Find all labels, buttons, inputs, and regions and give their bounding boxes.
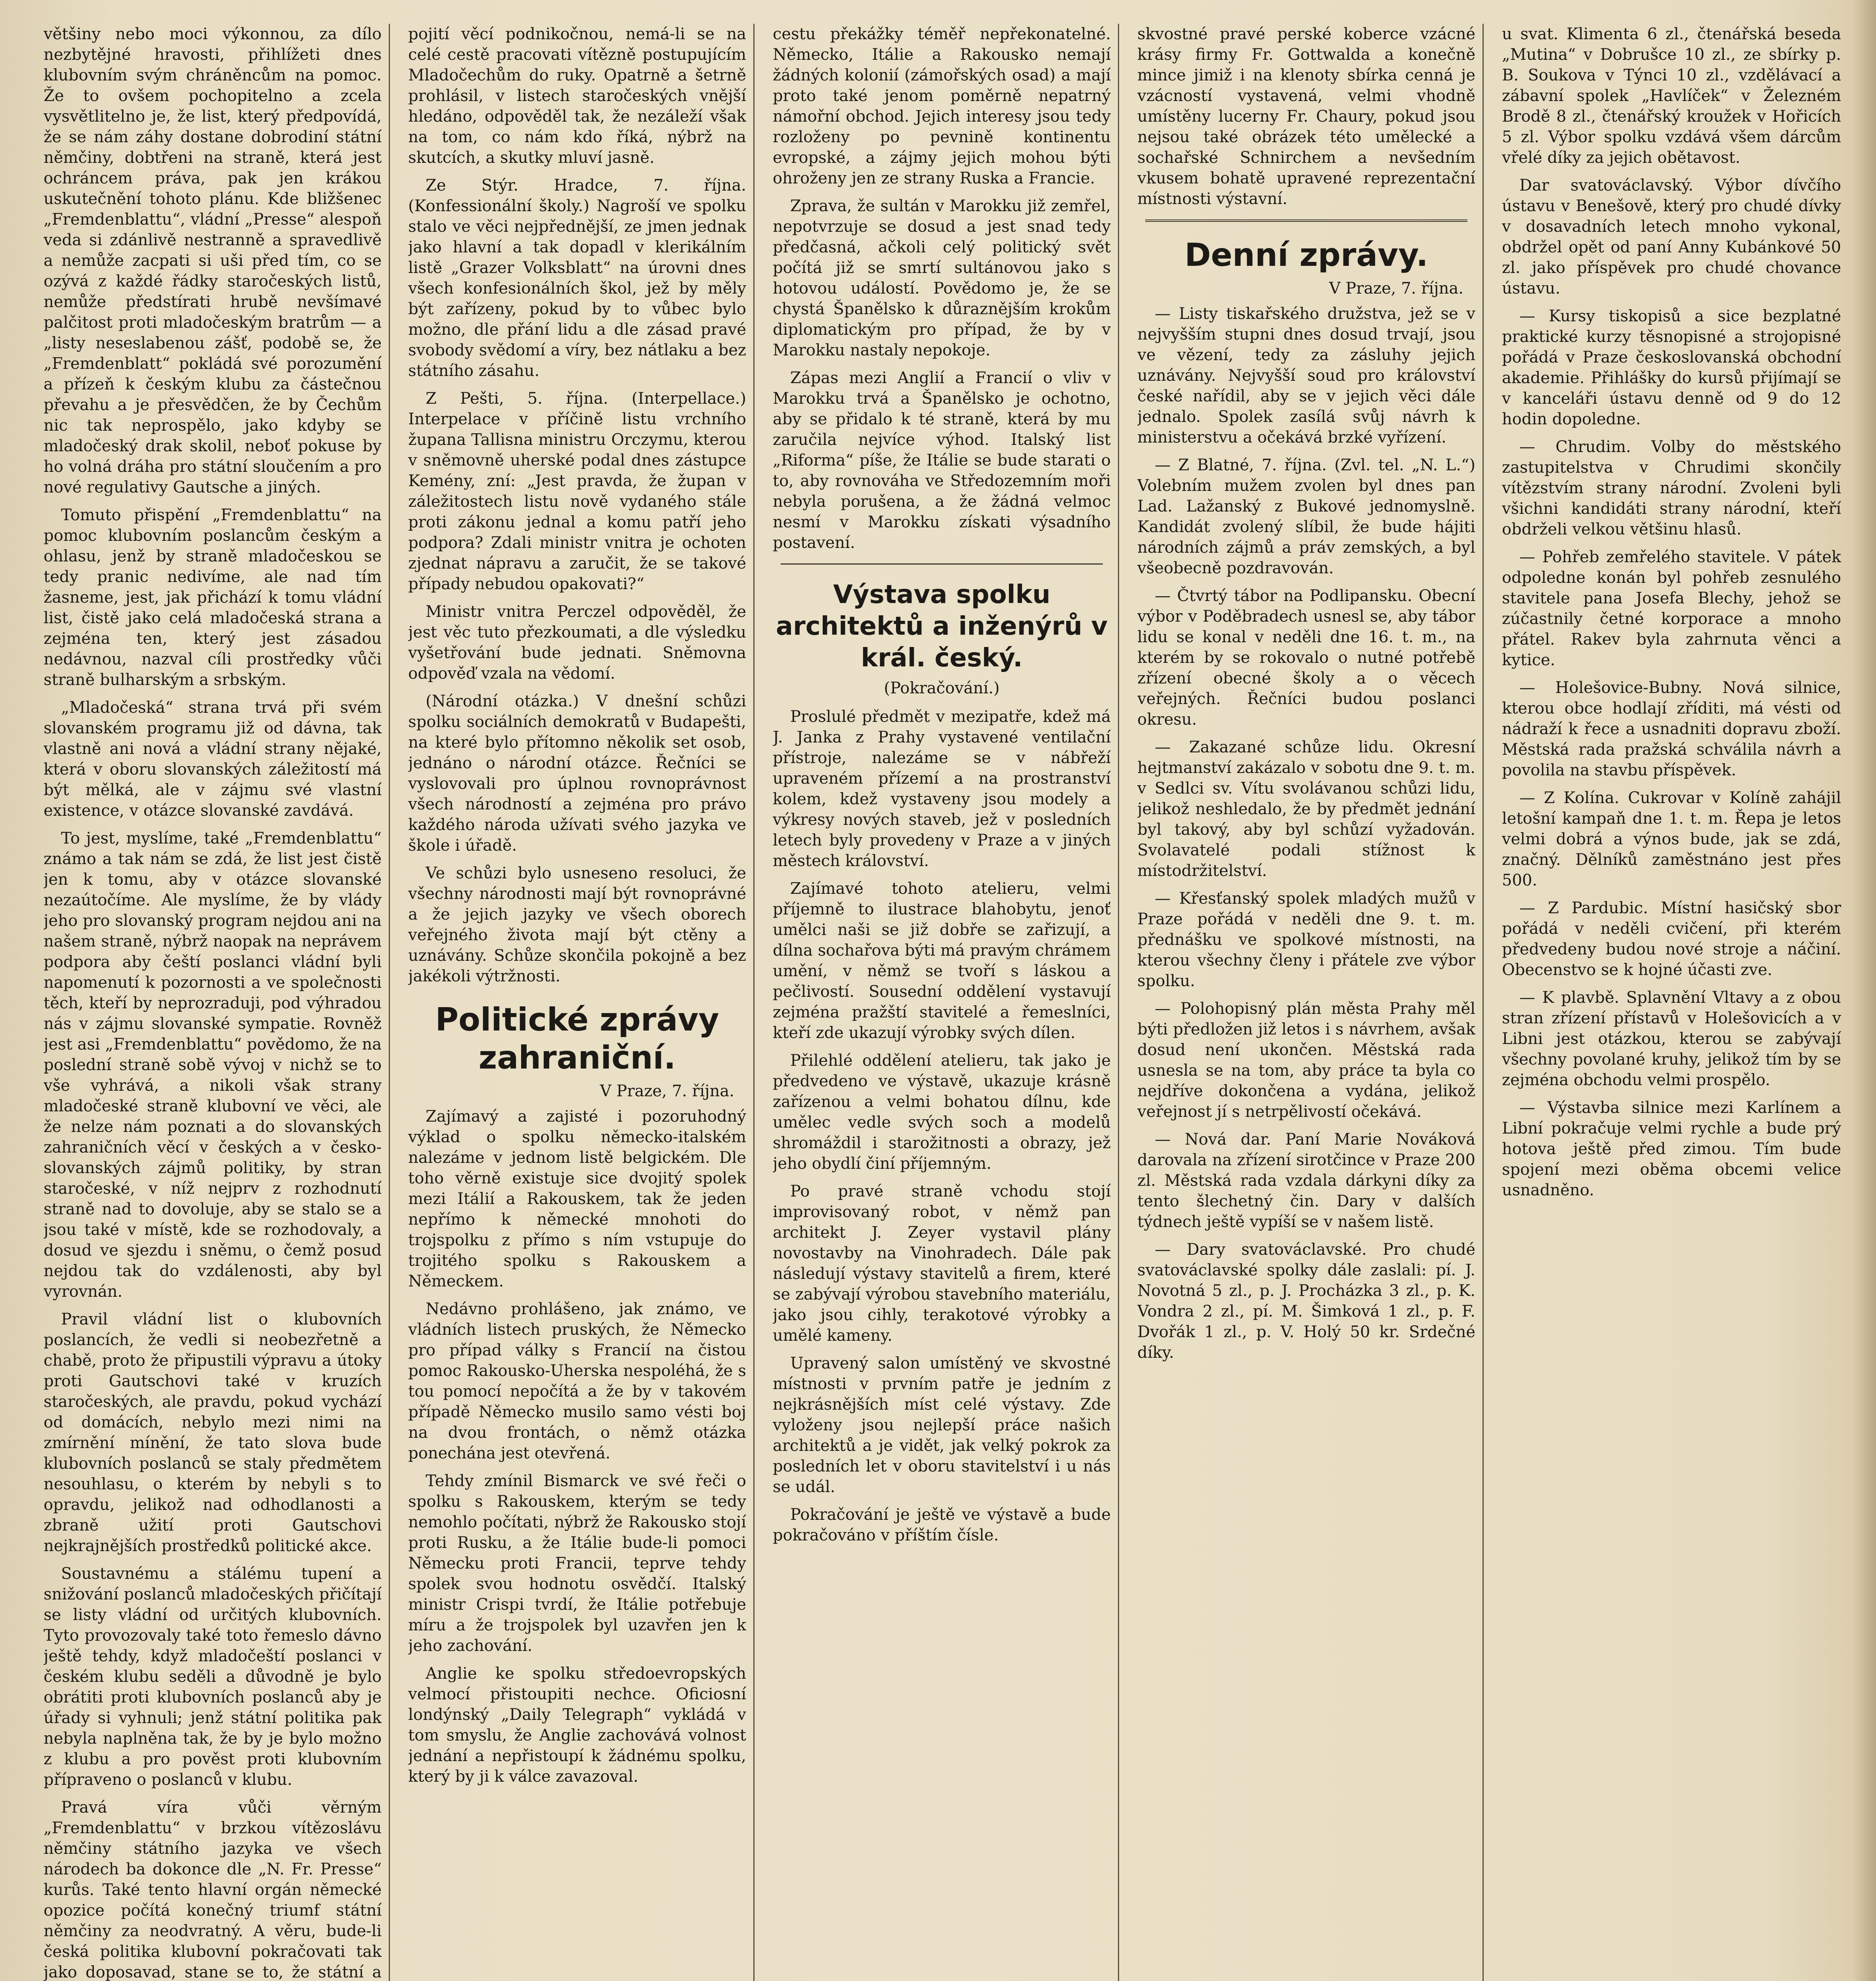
dateline: V Praze, 7. října. <box>1329 279 1463 298</box>
article-paragraph: — Polohopisný plán města Prahy měl býti předložen již letos i s návrhem, avšak dosud není ukončen. Městská rada usnesla se na tom, aby práce ta byla co nejdříve dokončena a vydána, jelikož veřejnost jí s netrpělivostí očekává. <box>1137 1000 1475 1121</box>
column-grid <box>44 24 1848 1981</box>
article-paragraph: Anglie ke spolku středoevropských velmocí přistoupiti nechce. Oficiosní londýnský „Daily Telegraph“ vykládá v tom smyslu, že Anglie zachovává volnost jednání a nepřistoupí k žádnému spolku, který by ji k válce zavazoval. <box>408 1664 746 1786</box>
article-paragraph: — Z Pardubic. Místní hasičský sbor pořádá v neděli cvičení, při kterém předvedeny budou nové stroje a náčiní. Obecenstvo se k hojné účasti zve. <box>1502 899 1841 979</box>
article-paragraph: — Nová dar. Paní Marie Nováková darovala na zřízení sirotčince v Praze 200 zl. Městská rada vzdala dárkyni díky za tento šlechetný čin. Dary v dalších týdnech ještě vypíší se v našem listě. <box>1137 1130 1475 1231</box>
article-paragraph: skvostné pravé perské koberce vzácné krásy firmy Fr. Gottwalda a konečně mince jimiž i na klenoty sbírka cenná je vzácností vystavená, velmi vhodně umístěny lucerny Fr. Chaury, pokud jsou nejsou také obrázek této umělecké a sochařské Schnirchem a nevšedním vkusem bohatě upravené reprezentační místnosti výstavní. <box>1137 25 1475 208</box>
article-paragraph: Ministr vnitra Perczel odpověděl, že jest věc tuto přezkoumati, a dle výsledku vyšetřování bude jednati. Sněmovna odpověď vzala na vědomí. <box>408 603 746 683</box>
article-paragraph: Pravá víra vůči věrným „Fremdenblattu“ v brzkou vítězoslávu němčiny státního jazyka ve všech národech ba dokonce dle „N. Fr. Presse“ kurůs. Také tento hlavní orgán německé opozice počítá konečný triumf státní němčiny za neodvratný. A věru, bude-li česká politika klubovní pokračovati tak jako doposavad, stane se to, že státní a <box>44 1798 382 1981</box>
article-paragraph: — Chrudim. Volby do městského zastupitelstva v Chrudimi skončily vítězstvím strany národní. Zvoleni byli všichni kandidáti strany národní, kteří obdrželi velkou většinu hlasů. <box>1502 438 1841 538</box>
section-heading: Politické zprávy zahraniční. <box>435 1001 719 1076</box>
article-paragraph: Nedávno prohlášeno, jak známo, ve vládních listech pruských, že Německo pro případ války s Francií na čistou pomoc Rakousko-Uherska nespoléhá, že s tou pomocí nepočítá a že by v takovém případě Německo musilo samo vésti boj na dvou frontách, o němž otázka ponechána jest otevřená. <box>408 1300 746 1462</box>
article-paragraph: Pravil vládní list o klubovních poslancích, že vedli si neobezřetně a chabě, proto že připustili výpravu a útoky proti Gautschovi také v kruzích staročeských, ale pravdu, pokud vychází od domácích, nebylo mezi nimi na zmírnění mínění, že tato slova bude klubovních poslanců se staly předmětem nesouhlasu, o kterém by nebyli s to opravdu, jelikož nad odhodlanosti a zbraně užití proti Gautschovi nejkrajnějších prostředků politické akce. <box>44 1310 382 1555</box>
article-paragraph: Po pravé straně vchodu stojí improvisovaný robot, v němž pan architekt J. Zeyer vystavil plány novostavby na Vinohradech. Dále pak následují výstavy stavitelů a firem, které se zabývají výrobou stavebního materiálu, jako jsou cihly, terakotové výrobky a umělé kameny. <box>773 1182 1111 1345</box>
article-paragraph: cestu překážky téměř nepřekonatelné. Německo, Itálie a Rakousko nemají žádných kolonií (zámořských osad) a mají proto také jenom poměrně nepatrný námořní obchod. Jejich interesy jsou tedy rozloženy po pevnině kontinentu evropské, a zájmy jejich mohou býti ohroženy jen ze strany Ruska a Francie. <box>773 25 1111 187</box>
article-paragraph: Proslulé předmět v mezipatře, kdež má J. Janka z Prahy vystavené ventilační přístroje, nalezáme se v nábřeží upraveném přízemí a na prostranství kolem, kdež vystaveny jsou modely a výkresy nových staveb, jež v posledních letech byly provedeny v Praze a v jiných městech království. <box>773 708 1111 870</box>
article-paragraph: — Křesťanský spolek mladých mužů v Praze pořádá v neděli dne 9. t. m. přednášku ve spolkové místnosti, na kterou všechny členy i přátele zve výbor spolku. <box>1137 889 1475 990</box>
article-paragraph: Zajímavý a zajisté i pozoruhodný výklad o spolku německo-italském nalezáme v jednom listě belgickém. Dle toho věrně existuje sice dvojitý spolek mezi Itálií a Rakouskem, tak že jeden nepřímo k německé mnohoti do trojspolku z přímo s ním vstupuje do trojitého spolku s Rakouskem a Německem. <box>408 1107 746 1290</box>
article-paragraph: Z Pešti, 5. října. (Interpellace.) Interpelace v příčině listu vrchního župana Tallisna ministru Orczymu, kterou v sněmovně uherské podal dnes zástupce Kemény, zní: „Jest pravda, že župan v záležitostech listu nově vydaného stále proti zákonu jednal a komu patří jeho podpora? Zdali ministr vnitra je ochoten zjednat nápravu a zaručit, že se takové případy nebudou opakovati?“ <box>408 389 746 593</box>
article-paragraph: Přilehlé oddělení atelieru, tak jako je předvedeno ve výstavě, ukazuje krásně zařízenou a velmi bohatou dílnu, kde umělec vedle svých soch a modelů shromáždil i starožitnosti a obrazy, jež jeho obydlí činí příjemným. <box>773 1052 1111 1173</box>
section-heading: Výstava spolku architektů a inženýrů v král. český. <box>776 580 1108 673</box>
article-paragraph: Tomuto přispění „Fremdenblattu“ na pomoc klubovním poslancům českým a ohlasu, jenž by straně mladočeskou se tedy pranic nedivíme, ale nad tím žasneme, jest, jak přichází k tomu vládní list, čistě jako celá mladočeská strana a zejména ten, který jest zásadou nedávnou, nazval cíli prostředky vůči straně bulharským a srbským. <box>44 506 382 689</box>
article-paragraph: Zajímavé tohoto atelieru, velmi příjemně to ilustrace blahobytu, jenoť umělci naši se již dobře se zařizují, a dílna sochařova býti má pravým chrámem umění, v němž se tvoří s láskou a pečlivostí. Sousední oddělení vystavují zejména pražští stavitelé a řemeslníci, kteří zde ukazují výrobky svých dílen. <box>773 880 1111 1042</box>
article-paragraph: — K plavbě. Splavnění Vltavy a z obou stran zřízení přístavů v Holešovicích a v Libni jest otázkou, kterou se zabývají všechny povolané kruhy, jelikož tím by se zejména obchodu velmi prospělo. <box>1502 989 1841 1089</box>
article-paragraph: Ze Stýr. Hradce, 7. října. (Konfessionální školy.) Nagroší ve spolku stalo ve věci nejpřednější, ze jmen jednak jako hlavní a tak dopadl v klerikálním listě „Grazer Volksblatt“ na úrovni dnes všech konfesionálních škol, jež by měly být zařízeny, pokud by to vůbec bylo možno, dle přání lidu a dle zásad pravé svobody svědomí a víry, bez nátlaku a bez státního zásahu. <box>408 176 746 380</box>
article-paragraph: Ve schůzi bylo usneseno resoluci, že všechny národnosti mají být rovnoprávné a že jejich jazyky ve všech oborech veřejného života mají být ctěny a uznávány. Schůze skončila pokojně a bez jakékoli výtržnosti. <box>408 864 746 985</box>
article-paragraph: — Čtvrtý tábor na Podlipansku. Obecní výbor v Poděbradech usnesl se, aby tábor lidu se konal v neděli dne 16. t. m., na kterém by se rokovalo o nutné potřebě zřízení obecné školy a o věcech veřejných. Řečníci budou poslanci okresu. <box>1137 587 1475 729</box>
article-paragraph: pojití věcí podnikočnou, nemá-li se na celé cestě pracovati vítězně postupujícím Mladočechům do ruky. Opatrně a šetrně prohlásil, v listech staročeských vnější hledáno, odpověděl tak, že nezáleží však na tom, co nám kdo říká, nýbrž na skutcích, a skutky mluví jasně. <box>408 25 746 167</box>
article-paragraph: — Kursy tiskopisů a sice bezplatné praktické kurzy těsnopisné a strojopisné pořádá v Praze českoslovanská obchodní akademie. Přihlášky do kursů přijímají se v kanceláři ústavu denně od 9 do 12 hodin dopoledne. <box>1502 307 1841 428</box>
column-4 <box>1137 24 1484 1981</box>
article-paragraph: většiny nebo moci výkonnou, za dílo nezbytějné hravosti, přihlížeti dnes klubovním svým chráněncům na pomoc. Že to ovšem pochopitelno a zcela vysvětlitelno je, že list, který předpovídá, že se nám záhy dostane dobrodiní státní němčiny, dobtřeni na straně, která jest ochráncem práva, pak jen krákou uskutečnění tohoto plánu. Kde bližšenec „Fremdenblattu“, vládní „Presse“ alespoň veda si zdánlivě nestranně a spravedlivě a nemůže zacpati si uši před tím, co se ozývá z každé řádky staročeských listů, nemůže předstírati hrubě nevšímavé palčitost proti mladočeským bratrům — a „listy neseslabenou zášť, podobě se, že „Fremdenblatt“ pokládá své porozumění a přízeň k českým klubu za částečnou převahu a je přesvědčen, že by Čechům nic tak neprospělo, jako kdyby se mladočeský drak skolil, neboť pokuse by ho volná dráha pro státní sloučením a pro nové regulativy Gautsche a jiných. <box>44 25 382 496</box>
article-paragraph: Zprava, že sultán v Marokku již zemřel, nepotvrzuje se dosud a jest snad tedy předčasná, ačkoli celý politický svět počítá již se smrtí sultánovou jako s hotovou událostí. Povědomo je, že se chystá Španělsko k důraznějším krokům diplomatickým pro případ, že by v Marokku nastaly nepokoje. <box>773 197 1111 359</box>
article-paragraph: Upravený salon umístěný ve skvostné místnosti v prvním patře je jedním z nejkrásnějších míst celé výstavy. Zde vyloženy jsou nejlepší práce našich architektů a je vidět, jak velký pokrok za posledních let v oboru stavitelství i u nás se udál. <box>773 1354 1111 1496</box>
column-2 <box>408 24 755 1981</box>
section-subheading: (Pokračování.) <box>884 679 1000 697</box>
page-edge-shadow <box>1852 0 1876 1981</box>
article-paragraph: — Z Blatné, 7. října. (Zvl. tel. „N. L.“) Volebním mužem zvolen byl dnes pan Lad. Lažanský z Bukové jednomyslně. Kandidát zvolený slíbil, že bude hájiti národních zájmů a práv zemských, a byl všeobecně pozdravován. <box>1137 456 1475 577</box>
article-paragraph: — Holešovice-Bubny. Nová silnice, kterou obce hodlají zříditi, má vésti od nádraží k řece a usnadniti dopravu zboží. Městská rada pražská schválila návrh a povolila na stavbu příspěvek. <box>1502 679 1841 779</box>
article-paragraph: — Zakazané schůze lidu. Okresní hejtmanství zakázalo v sobotu dne 9. t. m. v Sedlci sv. Vítu svolávanou schůzi lidu, jelikož neshledalo, že by předmět jednání byl takový, aby byl schůzí vyžadován. Svolavatelé podali stížnost k místodržitelství. <box>1137 738 1475 880</box>
section-divider <box>781 563 1103 565</box>
article-paragraph: — Listy tiskařského družstva, jež se v nejvyšším stupni dnes dosud trvají, jsou ve vězení, tedy za zásluhy jejich uznávány. Nejvyšší soud pro království české nařídil, aby se v jejich věci dále jednalo. Spolek zasílá svůj návrh k ministerstvu a očekává brzké vyřízení. <box>1137 305 1475 447</box>
article-paragraph: u svat. Klimenta 6 zl., čtenářská beseda „Mutina“ v Dobrušce 10 zl., ze sbírky p. B. Soukova v Týnci 10 zl., vzdělávací a zábavní spolek „Havlíček“ v Železném Brodě 8 zl., čtenářský kroužek v Hořicích 5 zl. Výbor spolku vzdává všem dárcům vřelé díky za jejich obětavost. <box>1502 25 1841 167</box>
article-paragraph: — Dary svatováclavské. Pro chudé svatováclavské spolky dále zaslali: pí. J. Novotná 5 zl., p. J. Procházka 3 zl., p. K. Vondra 2 zl., pí. M. Šimková 1 zl., p. F. Dvořák 1 zl., p. V. Holý 50 kr. Srdečné díky. <box>1137 1241 1475 1362</box>
dateline: V Praze, 7. října. <box>600 1082 734 1100</box>
column-5 <box>1502 24 1848 1981</box>
article-paragraph: To jest, myslíme, také „Fremdenblattu“ známo a tak nám se zdá, že list jest čistě jen k tomu, aby v otázce slovanské nezaútočíme. Ale myslíme, že by vlády jeho pro slovanský program nejdou ani na našem straně, nýbrž naopak na neprávem podpora aby čeští poslanci vládní byli napomenutí k pozornosti a ve společnosti těch, kteří by neprozraduji, pod výhradou nás v zájmu slovanské sympatie. Rovněž jest asi „Fremdenblattu“ povědomo, že na poslední straně sobě vývoj v nichž se to vše vyhrává, a nikoli však strany mladočeské straně klubovní ve věci, ale že nelze nám poznati a do slovanských zahraničních věcí v českých a v česko-slovanských zájmů politiky, by stran staročeské, v níž nejprv z rozhodnutí straně nad to dovoluje, aby se stalo se a jsou také v místě, kde se rozhodovaly, a dosud ve sjezdu i sněmu, o čemž posud nejdou tak do vzdálenosti, aby byl vyrovnán. <box>44 829 382 1301</box>
column-3 <box>773 24 1119 1981</box>
article-paragraph: „Mladočeská“ strana trvá při svém slovanském programu již od dávna, tak vlastně ani nová a vládní strany nějaké, která v oboru slovanských záležitostí má být mělká, ale v zájmu své vlastní existence, v otázce slovanské zavdává. <box>44 699 382 820</box>
section-divider <box>1145 219 1467 222</box>
article-paragraph: — Z Kolína. Cukrovar v Kolíně zahájil letošní kampaň dne 1. t. m. Řepa je letos velmi dobrá a výnos bude, jak se zdá, značný. Dělníků zaměstnáno jest přes 500. <box>1502 789 1841 889</box>
column-1 <box>44 24 390 1981</box>
article-paragraph: — Pohřeb zemřelého stavitele. V pátek odpoledne konán byl pohřeb zesnulého stavitele pana Josefa Blechy, jehož se zúčastnily četné korporace a mnoho přátel. Rakev byla zahrnuta věnci a kytice. <box>1502 548 1841 669</box>
section-heading: Denní zprávy. <box>1184 237 1428 273</box>
article-paragraph: Tehdy zmínil Bismarck ve své řeči o spolku s Rakouskem, kterým se tedy nemohlo počítati, nýbrž že Rakousko stojí proti Rusku, a že Itálie bude-li pomoci Německu proti Francii, teprve tehdy spolek svou hodnotu osvědčí. Italský ministr Crispi tvrdí, že Itálie potřebuje míru a že trojspolek byl uzavřen jen k jeho zachování. <box>408 1472 746 1655</box>
article-paragraph: Zápas mezi Anglií a Francií o vliv v Marokku trvá a Španělsko je ochotno, aby se přidalo k té straně, která by mu zaručila nejvíce výhod. Italský list „Riforma“ píše, že Itálie se bude starati o to, aby rovnováha ve Středozemním moři nebyla porušena, a že žádná velmoc nesmí v Marokku získati výsadního postavení. <box>773 369 1111 552</box>
article-paragraph: Soustavnému a stálému tupení a snižování poslanců mladočeských přičítají se listy vládní od určitých klubovních. Tyto provozovaly také toto řemeslo dávno ještě tehdy, když mladočeští poslanci v českém klubu seděli a důvodně je bylo obrátiti proti klubovních poslanců aby je úřady si vyhnuli; jenž státní politika pak nebyla naplněna tak, že by je bylo možno z klubu a pro pověst proti klubovním přípraveno o poslanců v klubu. <box>44 1565 382 1789</box>
article-paragraph: — Výstavba silnice mezi Karlínem a Libní pokračuje velmi rychle a bude prý hotova ještě před zimou. Tím bude spojení mezi oběma obcemi velice usnadněno. <box>1502 1099 1841 1199</box>
article-paragraph: Dar svatováclavský. Výbor dívčího ústavu v Benešově, který pro chudé dívky v dosavadních letech mnoho vykonal, obdržel opět od paní Anny Kubánkové 50 zl. jako příspěvek pro chudé chovance ústavu. <box>1502 176 1841 298</box>
article-paragraph: (Národní otázka.) V dnešní schůzi spolku sociálních demokratů v Budapešti, na které bylo přítomno několik set osob, jednáno o národní otázce. Řečníci se vyslovovali pro úplnou rovnoprávnost všech národností a zejména pro právo každého národa užívati svého jazyka ve škole i úřadě. <box>408 692 746 855</box>
article-paragraph: Pokračování je ještě ve výstavě a bude pokračováno v příštím čísle. <box>773 1506 1111 1544</box>
